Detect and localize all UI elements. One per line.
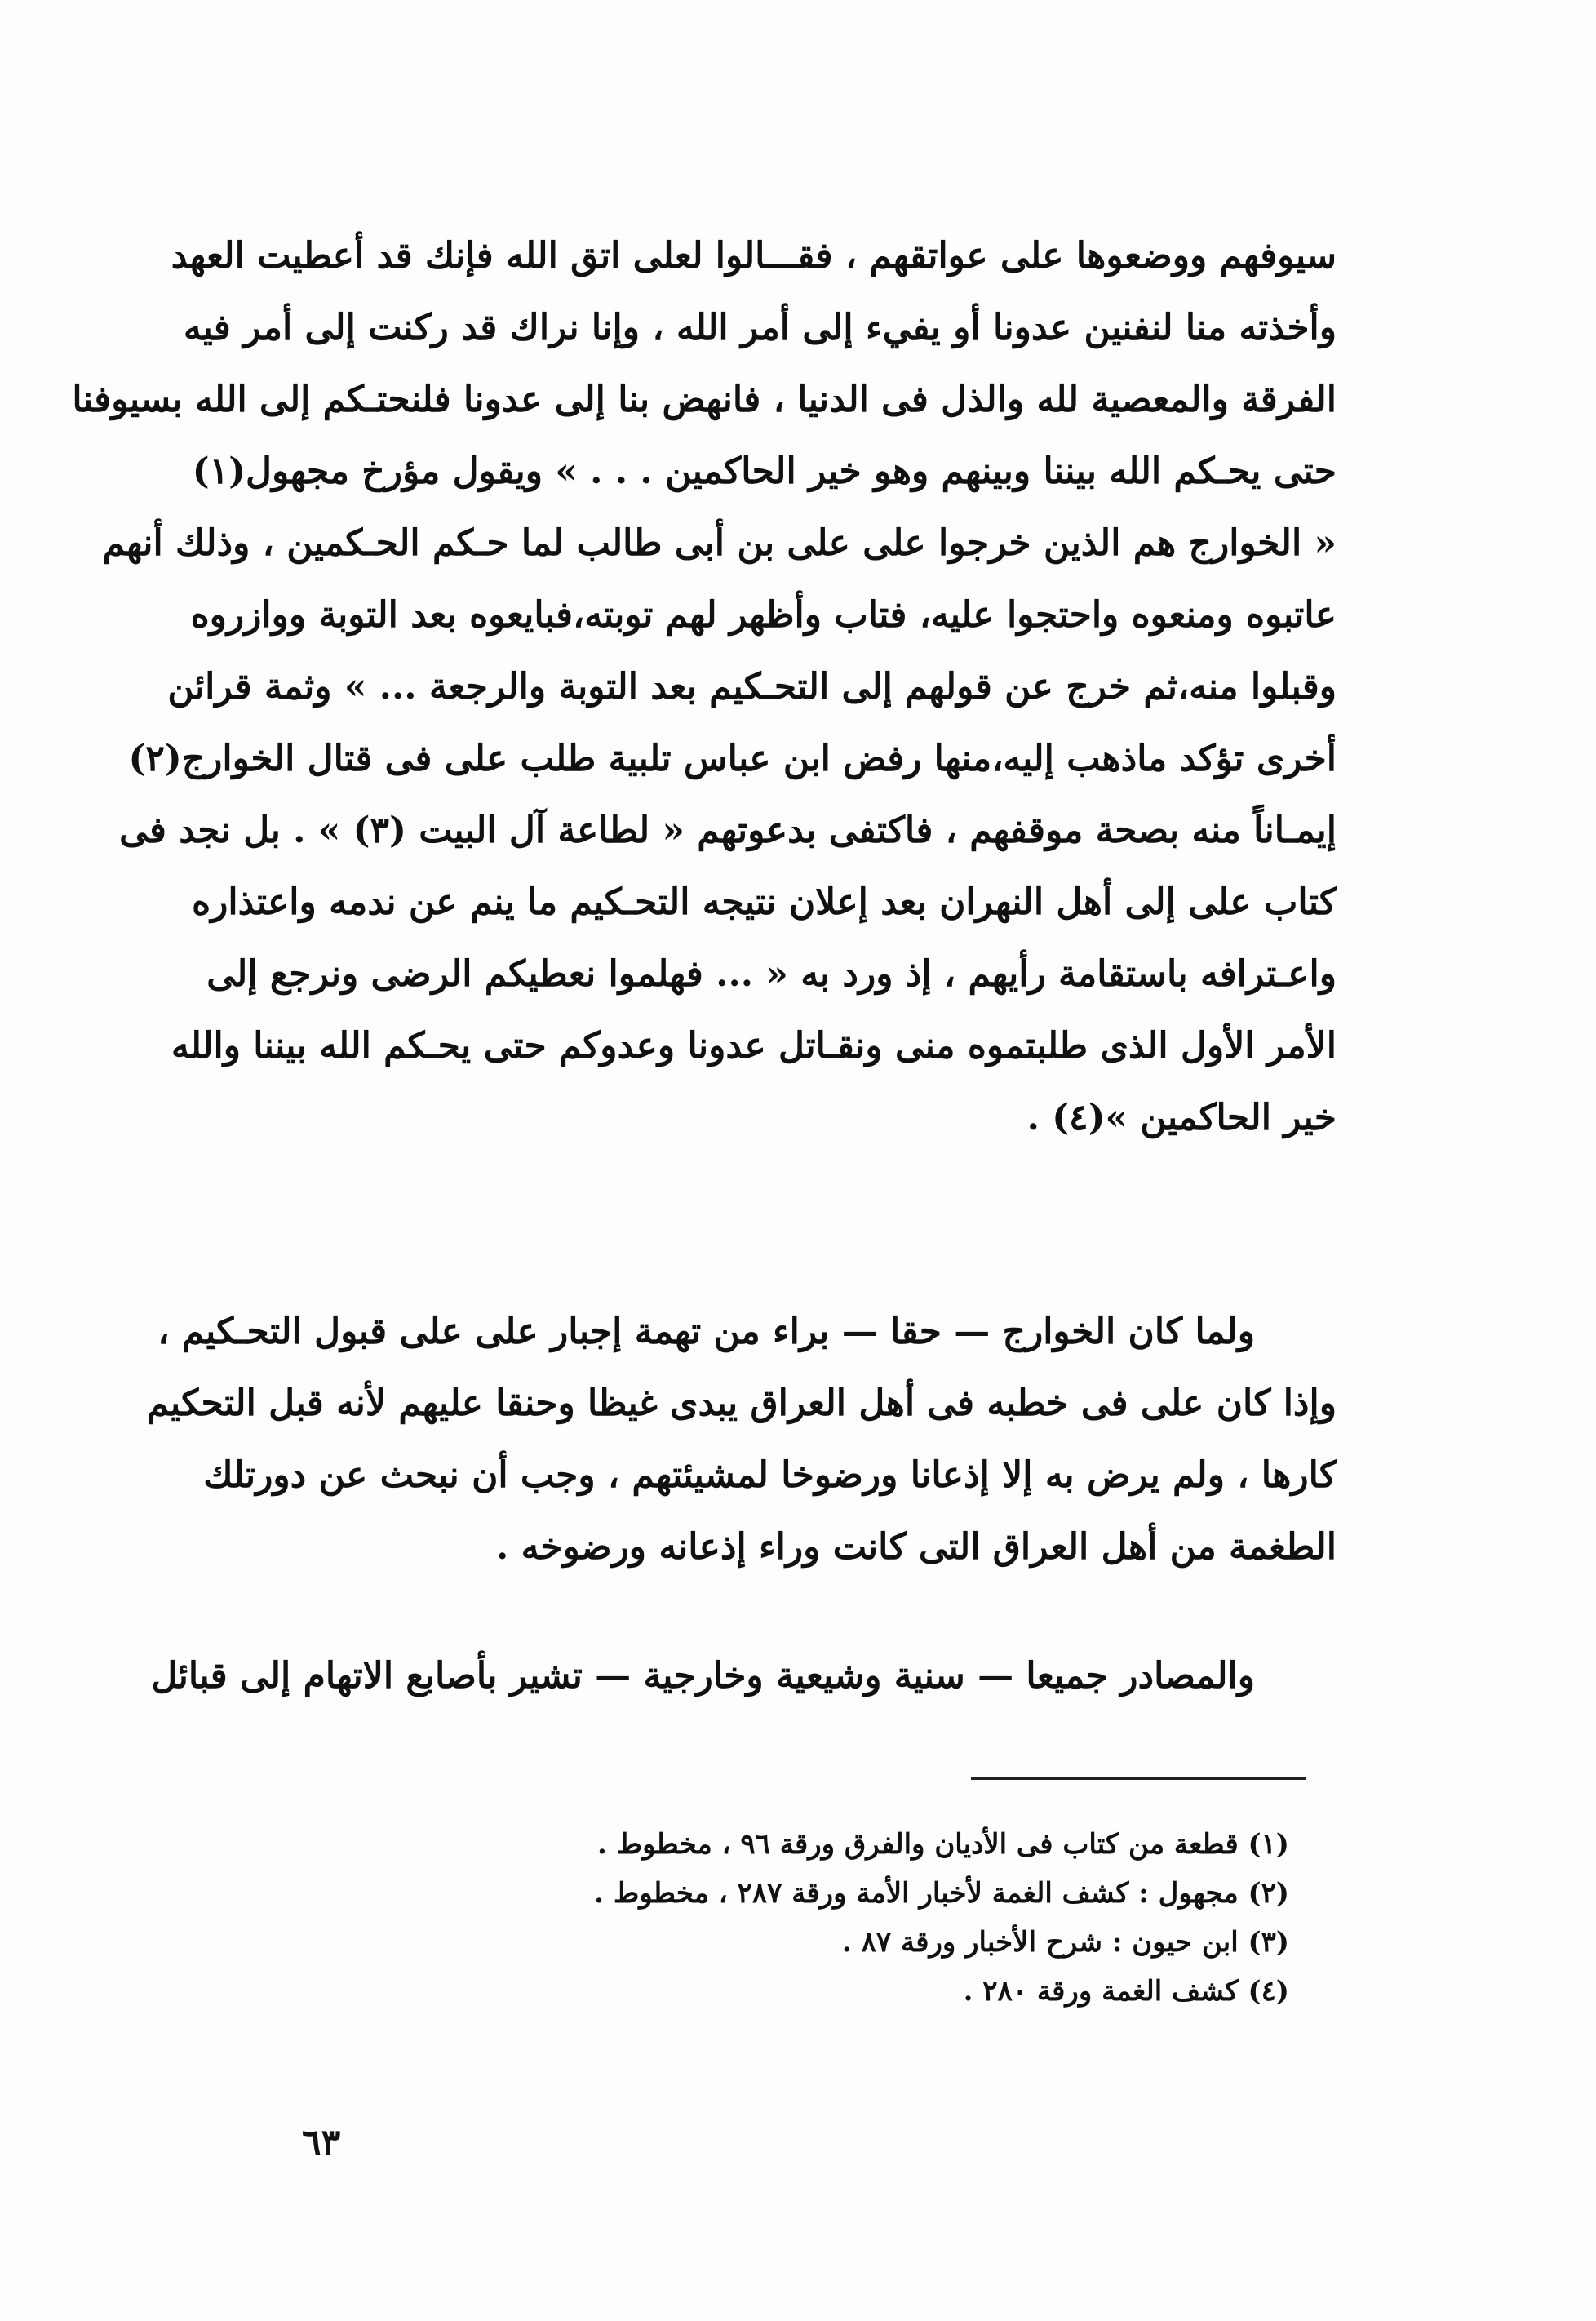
text-line: خير الحاكمين »(٤) . — [1026, 1097, 1337, 1138]
text-line: كارها ، ولم يرض به إلا إذعانا ورضوخا لمشيئتهم ، وجب أن نبحث عن دورتلك — [203, 1454, 1337, 1496]
footnote-4: (٤) كشف الغمة ورقة ٢٨٠ . — [963, 1975, 1289, 2008]
text-line: وأخذته منا لنفنين عدونا أو يفيء إلى أمر الله ، وإنا نراك قد ركنت إلى أمر فيه — [183, 307, 1337, 348]
text-line: الطغمة من أهل العراق التى كانت وراء إذعانه ورضوخه . — [496, 1526, 1337, 1568]
text-line: الأمر الأول الذى طلبتموه منى ونقـاتل عدونا وعدوكم حتى يحـكم الله بيننا والله — [171, 1025, 1337, 1067]
text-line: « الخوارج هم الذين خرجوا على على بن أبى طالب لما حـكم الحـكمين ، وذلك أنهم — [102, 522, 1337, 564]
text-line: ولما كان الخوارج — حقا — براء من تهمة إجبار على على قبول التحـكيم ، — [157, 1311, 1255, 1352]
text-line: أخرى تؤكد ماذهب إليه،منها رفض ابن عباس تلبية طلب على فى قتال الخوارج(٢) — [128, 738, 1337, 779]
footnote-3: (٣) ابن حيون : شرح الأخبار ورقة ٨٧ . — [841, 1926, 1289, 1959]
text-line: وإذا كان على فى خطبه فى أهل العراق يبدى غيظا وحنقا عليهم لأنه قبل التحكيم — [146, 1382, 1337, 1424]
text-line: عاتبوه ومنعوه واحتجوا عليه، فتاب وأظهر لهم توبته،فبايعوه بعد التوبة ووازروه — [190, 594, 1337, 636]
footnote-separator — [971, 1777, 1306, 1780]
text-line: سيوفهم ووضعوها على عواتقهم ، فقـــالوا لعلى اتق الله فإنك قد أعطيت العهد — [171, 235, 1337, 277]
text-line: الفرقة والمعصية لله والذل فى الدنيا ، فانهض بنا إلى عدونا فلنحتـكم إلى الله بسيوفنا — [72, 379, 1337, 420]
text-line: وقبلوا منه،ثم خرج عن قولهم إلى التحـكيم بعد التوبة والرجعة ... » وثمة قرائن — [167, 666, 1337, 708]
paragraph-1 — [72, 220, 1337, 1154]
text-line: إيمـاناً منه بصحة موقفهم ، فاكتفى بدعوتهم « لطاعة آل البيت (٣) » . بل نجد فى — [119, 810, 1337, 851]
footnote-1: (١) قطعة من كتاب فى الأديان والفرق ورقة ٩٦ ، مخطوط . — [597, 1828, 1289, 1861]
paragraph-2 — [146, 1296, 1337, 1583]
text-line: كتاب على إلى أهل النهران بعد إعلان نتيجه التحـكيم ما ينم عن ندمه واعتذاره — [192, 881, 1337, 923]
text-line: واعـترافه باستقامة رأيهم ، إذ ورد به « ... فهلموا نعطيكم الرضى ونرجع إلى — [206, 953, 1337, 995]
page-number: ٦٣ — [302, 2122, 341, 2163]
text-line: والمصادر جميعا — سنية وشيعية وخارجية — تشير بأصابع الاتهام إلى قبائل — [151, 1655, 1255, 1697]
paragraph-3 — [151, 1640, 1337, 1712]
footnotes — [408, 1820, 1289, 2016]
text-line: حتى يحـكم الله بيننا وبينهم وهو خير الحاكمين . . . » ويقول مؤرخ مجهول(١) — [192, 450, 1337, 492]
footnote-2: (٢) مجهول : كشف الغمة لأخبار الأمة ورقة ٢٨٧ ، مخطوط . — [594, 1877, 1289, 1910]
